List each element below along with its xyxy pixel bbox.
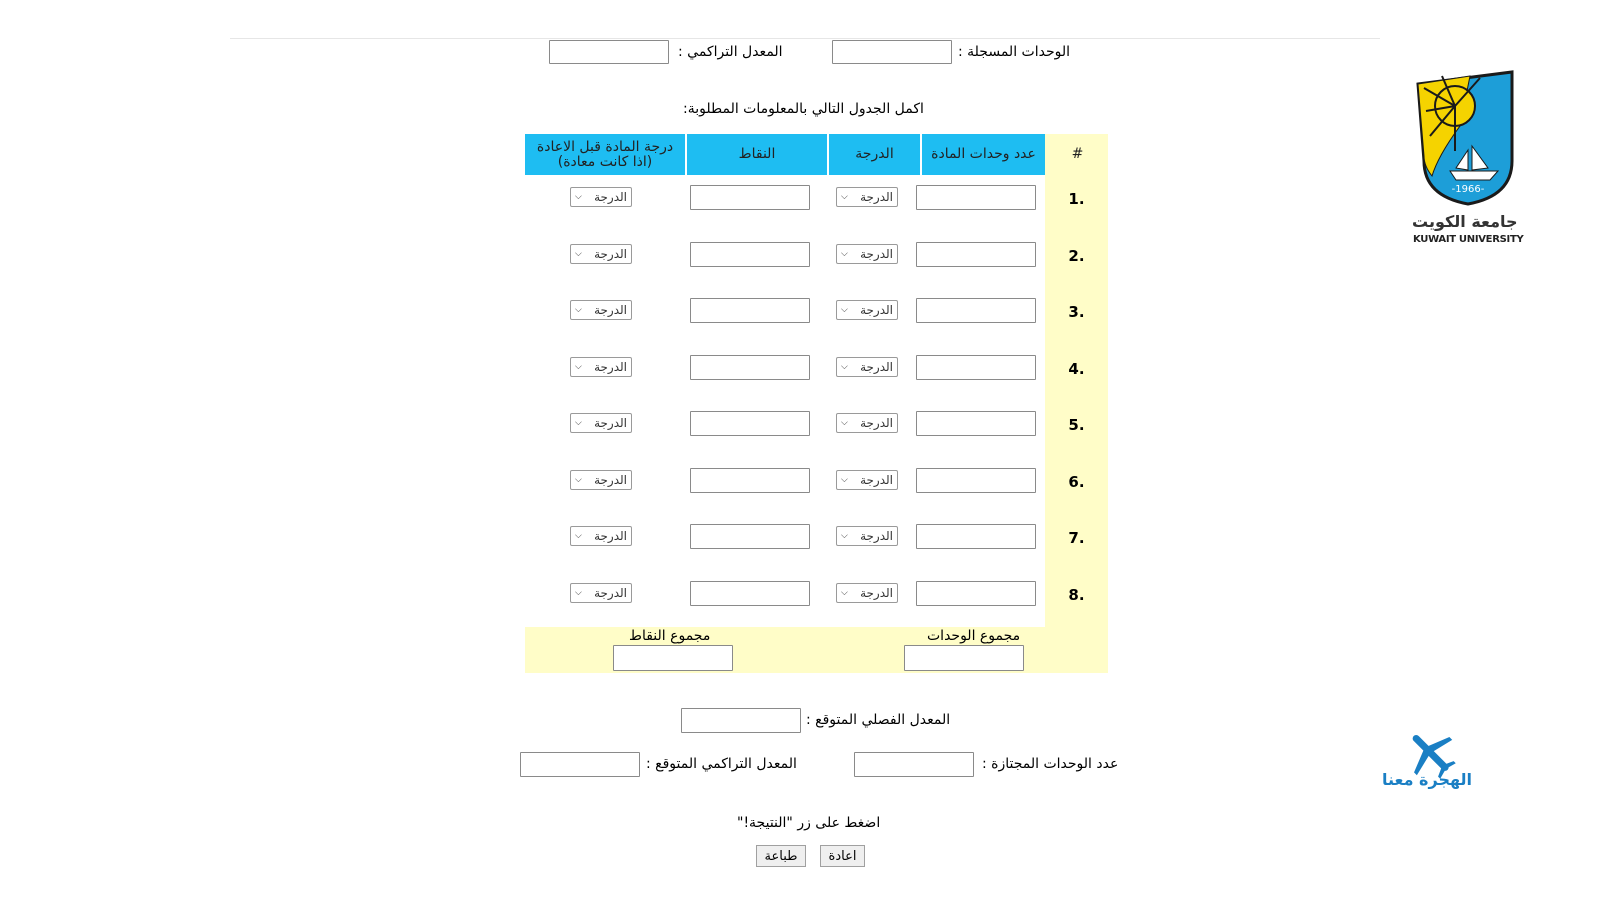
grade-select-label: الدرجة [860,529,893,543]
logo-emblem-icon [1410,66,1520,206]
expected-cumulative-gpa-label: المعدل التراكمي المتوقع : [646,756,797,772]
chevron-down-icon: ⌵ [841,305,848,315]
row-number: .5 [1068,416,1085,434]
header-number: # [1047,134,1108,175]
header-previous-grade [525,134,685,175]
grade-select-label: الدرجة [860,416,893,430]
previous-grade-select-label: الدرجة [594,359,627,374]
total-units-label: مجموع الوحدات [927,628,1021,644]
grades-table [525,134,1108,673]
previous-grade-select-label: الدرجة [594,585,627,600]
chevron-down-icon: ⌵ [575,587,582,598]
grade-select-label: الدرجة [860,359,893,374]
header-course-units: عدد وحدات المادة [922,134,1045,175]
chevron-down-icon: ⌵ [841,418,848,428]
grade-select[interactable] [836,187,898,207]
expected-cumulative-gpa-input[interactable] [520,752,640,777]
previous-grade-select-label: الدرجة [594,416,627,430]
promo-link[interactable]: الهجرة معنا [1382,770,1473,789]
previous-grade-select[interactable] [570,526,632,546]
chevron-down-icon: ⌵ [575,418,582,428]
cumulative-gpa-label: المعدل التراكمي : [678,44,783,60]
grade-select[interactable] [836,300,898,320]
previous-grade-select[interactable] [570,244,632,264]
logo-year: -1966- [1451,184,1485,195]
points-input[interactable] [690,411,810,436]
chevron-down-icon: ⌵ [575,248,582,259]
course-units-input[interactable] [916,468,1036,493]
points-input[interactable] [690,355,810,380]
kuwait-university-logo [1410,66,1520,206]
chevron-down-icon: ⌵ [575,361,582,372]
previous-grade-select-label: الدرجة [594,303,627,317]
chevron-down-icon: ⌵ [575,305,582,315]
total-units-input[interactable] [904,645,1024,671]
points-input[interactable] [690,524,810,549]
grade-select[interactable] [836,526,898,546]
grade-select-label: الدرجة [860,246,893,261]
chevron-down-icon: ⌵ [841,474,848,485]
row-number: .7 [1068,529,1085,547]
print-button[interactable]: طباعة [756,845,806,867]
chevron-down-icon: ⌵ [841,192,848,202]
chevron-down-icon: ⌵ [841,361,848,372]
row-number: .4 [1068,359,1085,378]
points-input[interactable] [690,298,810,323]
previous-grade-select[interactable] [570,357,632,377]
points-input[interactable] [690,468,810,493]
chevron-down-icon: ⌵ [841,531,848,541]
row-number: .3 [1068,303,1085,321]
course-units-input[interactable] [916,524,1036,549]
registered-units-input[interactable] [832,40,952,64]
passed-units-input[interactable] [854,752,974,777]
top-divider [230,38,1380,39]
logo-arabic-text: جامعة الكويت [1412,212,1518,231]
grade-select[interactable] [836,413,898,433]
grade-select-label: الدرجة [860,472,893,487]
chevron-down-icon: ⌵ [575,531,582,541]
chevron-down-icon: ⌵ [841,248,848,259]
header-grade: الدرجة [829,134,920,175]
course-units-input[interactable] [916,242,1036,267]
course-units-input[interactable] [916,411,1036,436]
header-previous-grade-line2: (اذا كانت معادة) [557,153,653,170]
chevron-down-icon: ⌵ [575,474,582,485]
previous-grade-select[interactable] [570,300,632,320]
grade-select-label: الدرجة [860,303,893,317]
previous-grade-select-label: الدرجة [594,246,627,261]
registered-units-label: الوحدات المسجلة : [958,44,1070,60]
previous-grade-select[interactable] [570,583,632,603]
result-hint: اضغط على زر "النتيجة!" [737,815,881,831]
row-number: .6 [1068,472,1085,491]
instruction-text: اكمل الجدول التالي بالمعلومات المطلوبة: [683,101,924,117]
chevron-down-icon: ⌵ [841,587,848,598]
course-units-input[interactable] [916,298,1036,323]
row-number: .8 [1068,585,1085,604]
chevron-down-icon: ⌵ [575,192,582,202]
reset-button[interactable]: اعادة [820,845,865,867]
total-points-input[interactable] [613,645,733,671]
previous-grade-select[interactable] [570,187,632,207]
course-units-input[interactable] [916,355,1036,380]
passed-units-label: عدد الوحدات المجتازة : [982,756,1119,772]
course-units-input[interactable] [916,185,1036,210]
grade-select[interactable] [836,583,898,603]
grade-select[interactable] [836,244,898,264]
previous-grade-select[interactable] [570,413,632,433]
row-number: .2 [1068,246,1085,265]
grade-select[interactable] [836,470,898,490]
total-points-label: مجموع النقاط [629,628,711,644]
points-input[interactable] [690,185,810,210]
grade-select-label: الدرجة [860,190,893,204]
expected-semester-gpa-input[interactable] [681,708,801,733]
grade-select-label: الدرجة [860,585,893,600]
header-previous-grade-line1: درجة المادة قبل الاعادة [536,138,674,155]
row-number: .1 [1068,190,1085,208]
expected-semester-gpa-label: المعدل الفصلي المتوقع : [806,712,951,728]
logo-english-text: KUWAIT UNIVERSITY [1413,234,1524,245]
previous-grade-select-label: الدرجة [594,472,627,487]
grade-select[interactable] [836,357,898,377]
previous-grade-select-label: الدرجة [594,529,627,543]
cumulative-gpa-input[interactable] [549,40,669,64]
previous-grade-select[interactable] [570,470,632,490]
previous-grade-select-label: الدرجة [594,190,627,204]
header-points: النقاط [687,134,827,175]
points-input[interactable] [690,581,810,606]
course-units-input[interactable] [916,581,1036,606]
points-input[interactable] [690,242,810,267]
